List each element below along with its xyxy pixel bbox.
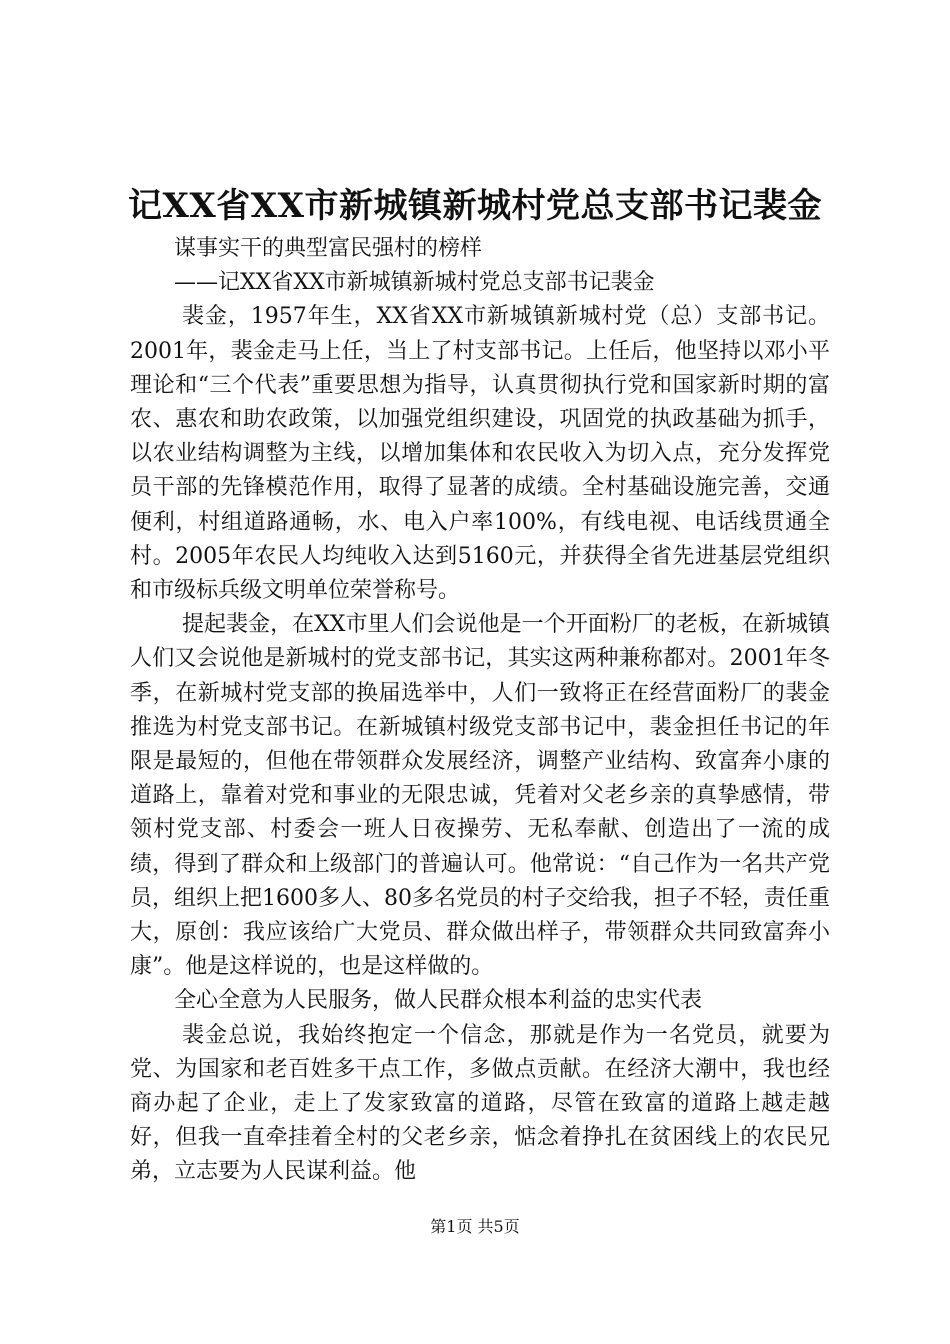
page-number-footer: 第1页 共5页: [430, 1217, 520, 1236]
body-paragraph: 裴金总说，我始终抱定一个信念，那就是作为一名党员，就要为党、为国家和老百姓多干点工作，多做点贡献。在经济大潮中，我也经商办起了企业，走上了发家致富的道路，尽管在致富的道路上越走越好，但我一直牵挂着全村的父老乡亲，惦念着挣扎在贫困线上的农民兄弟，立志要为人民谋利益。他: [130, 1022, 830, 1185]
section-heading: 全心全意为人民服务，做人民群众根本利益的忠实代表: [174, 988, 703, 1014]
subtitle-line-byline: ——记XX省XX市新城镇新城村党总支部书记裴金: [174, 270, 655, 296]
document-title: 记XX省XX市新城镇新城村党总支部书记裴金: [127, 186, 823, 226]
subtitle-line: 谋事实干的典型富民强村的榜样: [174, 236, 483, 261]
body-paragraph: 提起裴金，在XX市里人们会说他是一个开面粉厂的老板，在新城镇人们又会说他是新城村的党支部书记，其实这两种兼称都对。2001年冬季，在新城村党支部的换届选举中，人们一致将正在经营面粉厂的裴金推选为村党支部书记。在新城镇村级党支部书记中，裴金担任书记的年限是最短的，但他在带领群众发展经济，调整产业结构、致富奔小康的道路上，靠着对党和事业的无限忠诚，凭着对父老乡亲的真挚感情，带领村党支部、村委会一班人日夜操劳、无私奉献、创造出了一流的成绩，得到了群众和上级部门的普遍认可。他常说：“自己作为一名共产党员，组织上把1600多人、80多名党员的村子交给我，担子不轻，责任重大，原创：我应该给广大党员、群众做出样子，带领群众共同致富奔小康”。他是这样说的，也是这样做的。: [130, 612, 830, 980]
document-body: [130, 232, 830, 1190]
body-paragraph: 裴金，1957年生，XX省XX市新城镇新城村党（总）支部书记。2001年，裴金走马上任，当上了村支部书记。上任后，他坚持以邓小平理论和“三个代表”重要思想为指导，认真贯彻执行党和国家新时期的富农、惠农和助农政策，以加强党组织建设，巩固党的执政基础为抓手，以农业结构调整为主线，以增加集体和农民收入为切入点，充分发挥党员干部的先锋模范作用，取得了显著的成绩。全村基础设施完善，交通便利，村组道路通畅，水、电入户率100%，有线电视、电话线贯通全村。2005年农民人均纯收入达到5160元，并获得全省先进基层党组织和市级标兵级文明单位荣誉称号。: [130, 304, 830, 604]
